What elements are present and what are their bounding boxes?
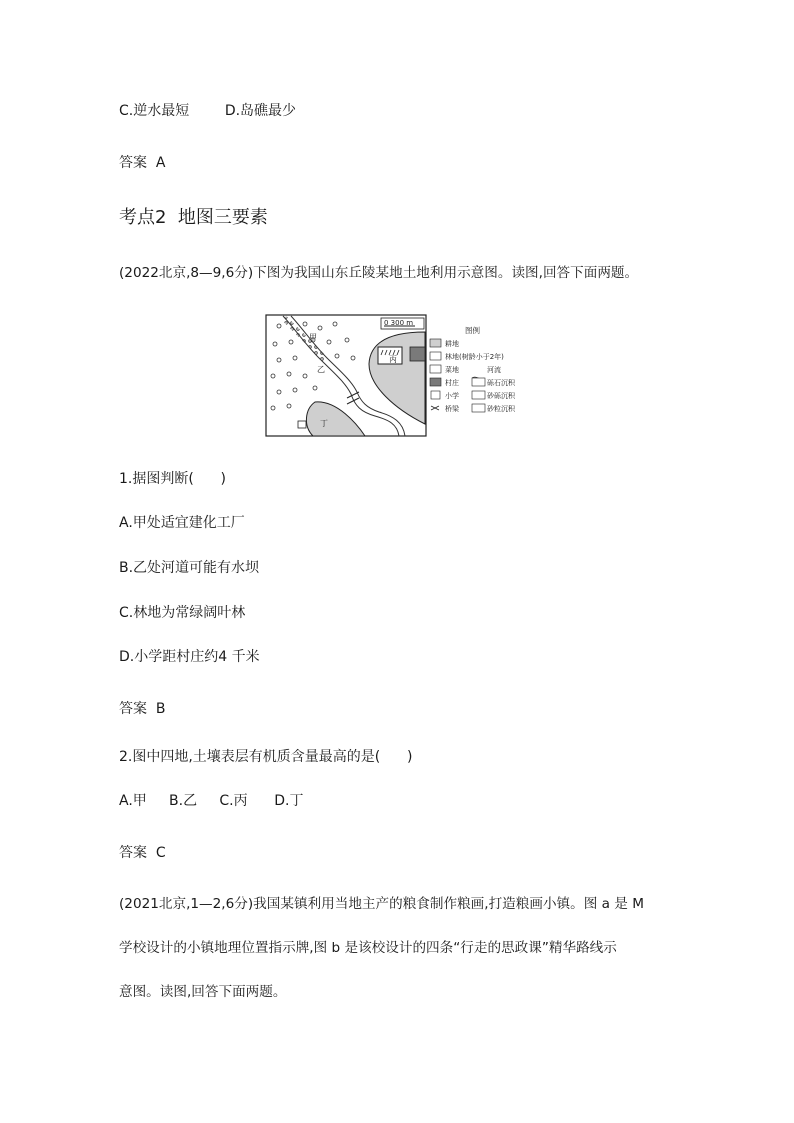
svg-text:砂砾沉积: 砂砾沉积	[487, 392, 515, 400]
svg-text:砂粒沉积: 砂粒沉积	[487, 405, 515, 413]
svg-text:河流: 河流	[487, 366, 501, 374]
question-1-option-d: D.小学距村庄约4 千米	[119, 649, 260, 665]
school-icon	[298, 421, 306, 428]
question-2-stem: 2.图中四地,土壤表层有机质含量最高的是( )	[119, 749, 413, 765]
svg-text:砾石沉积: 砾石沉积	[487, 379, 515, 387]
section-title: 考点2 地图三要素	[119, 207, 268, 228]
intro-2022: (2022北京,8—9,6分)下图为我国山东丘陵某地土地利用示意图。读图,回答下面两题。	[119, 265, 639, 281]
land-use-map-figure	[265, 314, 540, 442]
intro-2021-line-2: 学校设计的小镇地理位置指示牌,图 b 是该校设计的四条“行走的思政课”精华路线示	[119, 940, 617, 956]
label-jia: 甲	[309, 333, 317, 342]
svg-text:小学: 小学	[445, 392, 459, 400]
intro-2021-line-1: (2021北京,1—2,6分)我国某镇利用当地主产的粮食制作粮画,打造粮画小镇。图 a 是 M	[119, 896, 644, 912]
answer-1: 答案 B	[119, 701, 166, 717]
question-1-option-a: A.甲处适宜建化工厂	[119, 515, 245, 531]
land-use-map	[265, 314, 540, 438]
question-1-option-b: B.乙处河道可能有水坝	[119, 560, 260, 576]
svg-text:耕地: 耕地	[445, 340, 459, 348]
question-1-option-c: C.林地为常绿阔叶林	[119, 605, 246, 621]
answer-2: 答案 C	[119, 845, 166, 861]
legend-title: 图例	[465, 326, 480, 335]
question-2-options: A.甲 B.乙 C.丙 D.丁	[119, 793, 304, 809]
svg-text:村庄: 村庄	[445, 379, 459, 387]
previous-question-options: C.逆水最短 D.岛礁最少	[119, 103, 297, 119]
svg-text:菜地: 菜地	[445, 366, 459, 374]
question-1-stem: 1.据图判断( )	[119, 471, 226, 487]
svg-text:桥梁: 桥梁	[445, 405, 459, 413]
label-bing: 丙	[389, 355, 397, 364]
legend-column-1	[430, 339, 504, 413]
village	[410, 347, 425, 361]
label-yi: 乙	[317, 365, 325, 374]
legend-column-2	[472, 365, 516, 413]
previous-answer: 答案 A	[119, 155, 166, 171]
scale-label: 0 300 m	[384, 319, 414, 327]
label-ding: 丁	[320, 419, 328, 428]
svg-text:林地(树龄小于2年): 林地(树龄小于2年)	[445, 353, 504, 361]
intro-2021-line-3: 意图。读图,回答下面两题。	[119, 984, 287, 1000]
